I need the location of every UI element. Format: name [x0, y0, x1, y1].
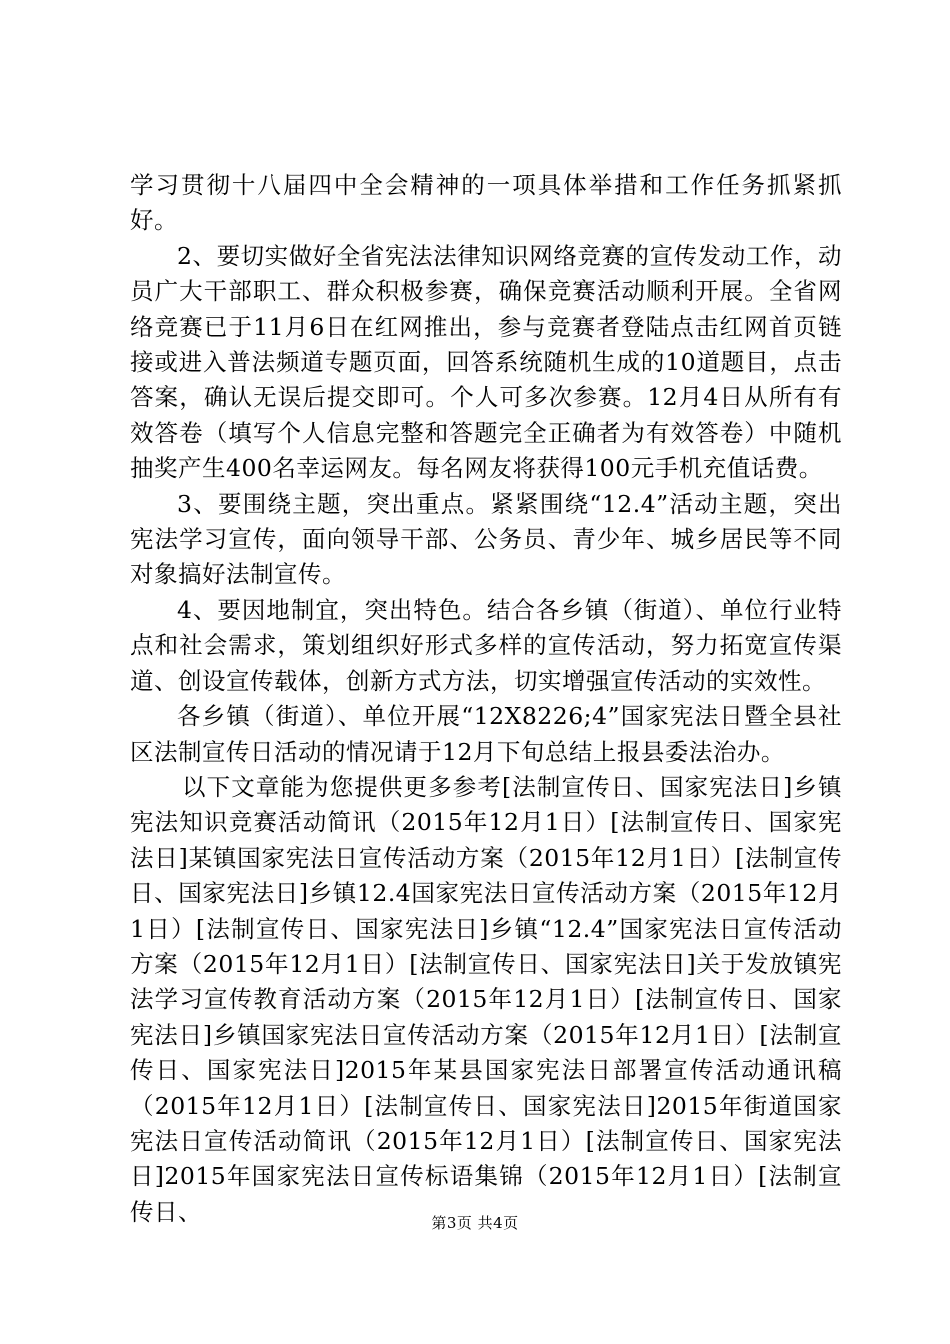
paragraph-report-instruction: 各乡镇（街道）、单位开展“12X8226;4”国家宪法日暨全县社区法制宣传日活动的情况请于12月下旬总结上报县委法治办。 — [130, 702, 842, 766]
page-number-footer: 第3页 共4页 — [431, 1214, 519, 1232]
paragraph-item-2: 2、要切实做好全省宪法法律知识网络竞赛的宣传发动工作，动员广大干部职工、群众积极参赛，确保竞赛活动顺利开展。全省网络竞赛已于11月6日在红网推出，参与竞赛者登陆点击红网首页链接或进入普法频道专题页面，回答系统随机生成的10道题目，点击答案，确认无误后提交即可。个人可多次参赛。12月4日从所有有效答卷（填写个人信息完整和答题完全正确者为有效答卷）中随机抽奖产生400名幸运网友。每名网友将获得100元手机充值话费。 — [130, 241, 842, 483]
document-body — [130, 168, 842, 1230]
paragraph-item-3: 3、要围绕主题，突出重点。紧紧围绕“12.4”活动主题，突出宪法学习宣传，面向领导干部、公务员、青少年、城乡居民等不同对象搞好法制宣传。 — [130, 489, 842, 589]
paragraph-item-4: 4、要因地制宜，突出特色。结合各乡镇（街道）、单位行业特点和社会需求，策划组织好形式多样的宣传活动，努力拓宽宣传渠道、创设宣传载体，创新方式方法，切实增强宣传活动的实效性。 — [130, 595, 842, 695]
paragraph-continuation: 学习贯彻十八届四中全会精神的一项具体举措和工作任务抓紧抓好。 — [130, 171, 842, 235]
paragraph-related-articles: 以下文章能为您提供更多参考[法制宣传日、国家宪法日]乡镇宪法知识竞赛活动简讯（2015年12月1日）[法制宣传日、国家宪法日]某镇国家宪法日宣传活动方案（2015年12月1日）[法制宣传日、国家宪法日]乡镇12.4国家宪法日宣传活动方案（2015年12月1日）[法制宣传日、国家宪法日]乡镇“12.4”国家宪法日宣传活动方案（2015年12月1日）[法制宣传日、国家宪法日]关于发放镇宪法学习宣传教育活动方案（2015年12月1日）[法制宣传日、国家宪法日]乡镇国家宪法日宣传活动方案（2015年12月1日）[法制宣传日、国家宪法日]2015年某县国家宪法日部署宣传活动通讯稿（2015年12月1日）[法制宣传日、国家宪法日]2015年街道国家宪法日宣传活动简讯（2015年12月1日）[法制宣传日、国家宪法日]2015年国家宪法日宣传标语集锦（2015年12月1日）[法制宣传日、 — [130, 772, 842, 1226]
